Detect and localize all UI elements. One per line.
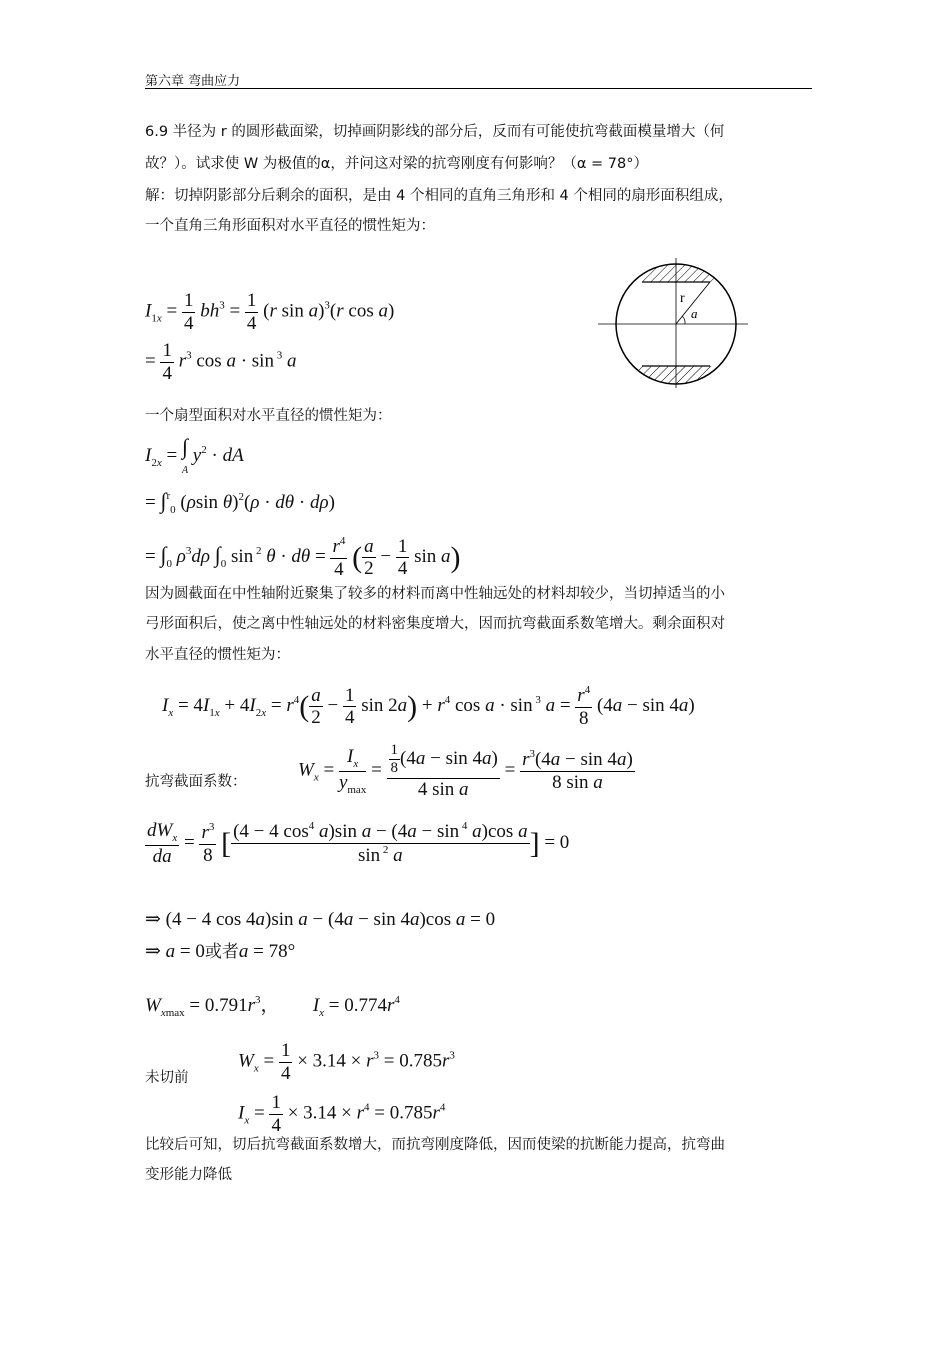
before-cut-label: 未切前 [145, 1070, 189, 1086]
header-rule [145, 88, 812, 89]
reason-line-1: 因为圆截面在中性轴附近聚集了较多的材料而离中性轴远处的材料却较少，当切掉适当的小 [145, 586, 725, 602]
pi-value-i: 3.14 [303, 1102, 337, 1124]
equation-derivative: $\frac{dW_x}{da}$ = $\frac{r^3}{8}$ [ $\frac{(4 - 4 \cos^4 a)\sin a - (4a - \sin ^4 a)\cos a}{\sin ^2 a}$ ] = 0 [147, 820, 570, 867]
equation-i2x-step: = $\int_{r0}$ (ρsin θ)$^2$(ρ · dθ · dρ) [145, 488, 335, 516]
equation-i2x: $I_{2x}$ = ∫ A $y^2$ · dA [145, 434, 244, 476]
pi-value-w: 3.14 [312, 1050, 346, 1072]
solution-line-2: 一个直角三角形面积对水平直径的惯性矩为： [145, 218, 435, 234]
equation-i1x: $I_{1x}$ = $\frac{1}{4}$ $bh^3$ = $\frac{1}{4}$ (r sin a)$^3$(r cos a) [145, 290, 395, 334]
circle-section-figure [598, 258, 748, 388]
w-before-value: 0.785 [399, 1050, 442, 1072]
modulus-label: 抗弯截面系数： [145, 774, 247, 790]
angle-label: a [691, 306, 698, 321]
radius-label: r [680, 291, 685, 306]
equation-ix: $I_x = 4I_{1x} + 4I_{2x} = r^4$( $\frac{a}{2}$ − $\frac{1}{4}$ $\sin 2a) + r^4$ cos a · sin $^3$ a = $\frac{r^4}{8}$ (4a − sin 4a) [162, 684, 695, 729]
solution-line-1: 解：切掉阴影部分后剩余的面积，是由 4 个相同的直角三角形和 4 个相同的扇形面积组成， [145, 188, 733, 204]
i-before-value: 0.785 [389, 1102, 433, 1124]
or-text: 或者 [204, 942, 239, 962]
equation-i2x-result: = $\int_0$ $\rho^3d\rho$ $\int_0$ sin $^2$ θ · dθ = $\frac{r^4}{4}$ ( $\frac{a}{2}$ − $\frac{1}{4}$ sin a) [145, 535, 461, 580]
reason-line-2: 弓形面积后，使之离中性轴远处的材料密集度增大，因而抗弯截面系数笔增大。剩余面积对 [145, 616, 725, 632]
problem-line-1: 6.9 半径为 r 的圆形截面梁，切掉画阴影线的部分后，反而有可能使抗弯截面模量增大（何 [145, 124, 725, 140]
problem-line-2: 故？）。试求使 W 为极值的α，并问这对梁的抗弯刚度有何影响？（α = 78°） [145, 156, 648, 172]
conclusion-line-2: 变形能力降低 [145, 1167, 232, 1183]
wmax-value: 0.791 [204, 995, 248, 1016]
conclusion-line-1: 比较后可知，切后抗弯截面系数增大，而抗弯刚度降低，因而使梁的抗断能力提高，抗弯曲 [145, 1137, 725, 1153]
ix-value: 0.774 [344, 995, 387, 1016]
equation-results: $W_{xmax} = 0.791r^3$， $I_x = 0.774r^4$ [145, 994, 400, 1019]
reason-line-3: 水平直径的惯性矩为： [145, 647, 290, 663]
equation-i-before: $I_x$ = $\frac{1}{4}$ × $3.14 \times r^4 = 0.785r^4$ [238, 1092, 446, 1136]
chapter-header: 第六章 弯曲应力 [145, 74, 241, 89]
equation-wx: $W_x$ = $\frac{I_x}{y_{max}}$ = $\frac{1}{8}$ (4a − sin 4a) 4 sin a = $\frac{r^3(4a - \sin 4a)}{\text{8 sin a}}$ [298, 742, 633, 800]
alpha-result: 78° [268, 941, 296, 962]
sector-intro-text: 一个扇型面积对水平直径的惯性矩为： [145, 408, 392, 424]
equation-i1x-result: = $\frac{1}{4}$ $r^3$ cos a · sin $^3$ a [145, 340, 297, 384]
equation-w-before: $W_x$ = $\frac{1}{4}$ × $3.14 \times r^3 = 0.785r^3$ [238, 1040, 455, 1084]
equation-implication-1: ⇒ (4 − 4 cos 4a)sin a − (4a − sin 4a)cos a = 0 [145, 909, 496, 930]
equation-implication-2: ⇒ a = 0或者a = 78° [145, 941, 296, 962]
